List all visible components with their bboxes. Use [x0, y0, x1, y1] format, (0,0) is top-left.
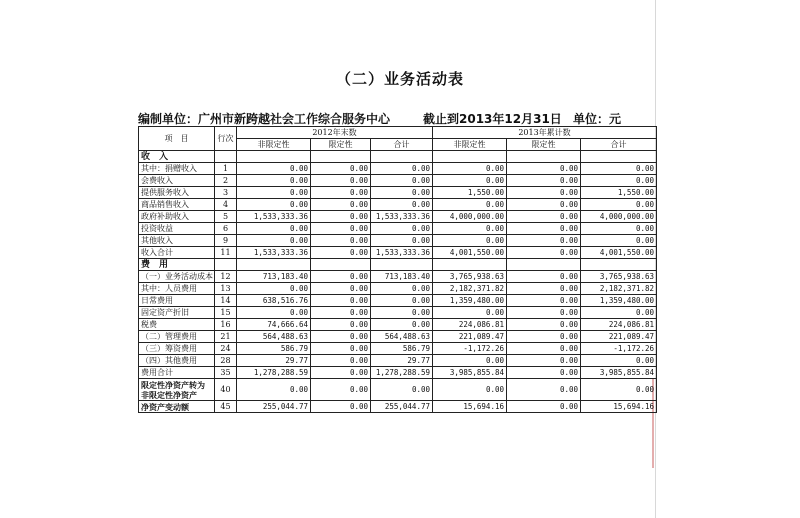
row-line-number: 13	[215, 283, 237, 295]
value-2012-restricted: 0.00	[311, 319, 371, 331]
value-2012-unrestricted: 0.00	[237, 379, 311, 401]
value-2013-restricted: 0.00	[507, 175, 581, 187]
row-item-label: 其中：人员费用	[139, 283, 215, 295]
value-2013-total: 0.00	[581, 307, 657, 319]
value-2013-total: 0.00	[581, 235, 657, 247]
column-2013-restricted: 限定性	[507, 139, 581, 151]
row-line-number: 3	[215, 187, 237, 199]
value-2012-unrestricted: 29.77	[237, 355, 311, 367]
value-2012-restricted: 0.00	[311, 235, 371, 247]
value-2012-restricted: 0.00	[311, 379, 371, 401]
value-2013-unrestricted: 1,359,480.00	[433, 295, 507, 307]
column-item: 项 目	[139, 127, 215, 151]
row-line-number: 45	[215, 401, 237, 413]
value-2013-restricted: 0.00	[507, 355, 581, 367]
value-2013-total: 1,359,480.00	[581, 295, 657, 307]
row-item-label: 其中：捐赠收入	[139, 163, 215, 175]
value-2012-unrestricted: 0.00	[237, 163, 311, 175]
row-item-label: （三）筹资费用	[139, 343, 215, 355]
row-item-label: 其他收入	[139, 235, 215, 247]
column-2012-restricted: 限定性	[311, 139, 371, 151]
section-expense	[139, 259, 657, 271]
column-group-2013: 2013年累计数	[433, 127, 657, 139]
value-2012-total: 564,488.63	[371, 331, 433, 343]
expense-row	[139, 343, 657, 355]
value-2013-unrestricted: 0.00	[433, 355, 507, 367]
expense-row	[139, 295, 657, 307]
income-row	[139, 247, 657, 259]
value-2012-unrestricted: 713,183.40	[237, 271, 311, 283]
value-2012-restricted: 0.00	[311, 199, 371, 211]
value-2013-unrestricted: 4,000,000.00	[433, 211, 507, 223]
value-2012-unrestricted: 638,516.76	[237, 295, 311, 307]
row-line-number: 15	[215, 307, 237, 319]
value-2012-unrestricted: 0.00	[237, 307, 311, 319]
row-item-label: 固定资产折旧	[139, 307, 215, 319]
value-2013-restricted: 0.00	[507, 199, 581, 211]
section-income-label: 收 入	[139, 151, 215, 163]
value-2013-restricted: 0.00	[507, 223, 581, 235]
value-2013-total: 3,765,938.63	[581, 271, 657, 283]
row-line-number: 9	[215, 235, 237, 247]
value-2013-total: 0.00	[581, 199, 657, 211]
value-2013-total: 0.00	[581, 355, 657, 367]
value-2013-unrestricted: 0.00	[433, 223, 507, 235]
value-2013-unrestricted: 15,694.16	[433, 401, 507, 413]
date-label: 截止到2013年12月31日	[423, 112, 562, 126]
value-2013-total: 0.00	[581, 175, 657, 187]
row-item-label: （一）业务活动成本	[139, 271, 215, 283]
column-group-2012: 2012年末数	[237, 127, 433, 139]
value-2012-unrestricted: 1,278,288.59	[237, 367, 311, 379]
value-2012-unrestricted: 0.00	[237, 199, 311, 211]
value-2013-unrestricted: 0.00	[433, 199, 507, 211]
expense-row	[139, 307, 657, 319]
income-row	[139, 163, 657, 175]
value-2012-total: 0.00	[371, 283, 433, 295]
value-2012-restricted: 0.00	[311, 343, 371, 355]
row-item-label: 限定性净资产转为非限定性净资产	[139, 379, 215, 401]
column-line: 行次	[215, 127, 237, 151]
value-2013-restricted: 0.00	[507, 331, 581, 343]
value-2012-total: 29.77	[371, 355, 433, 367]
value-2013-restricted: 0.00	[507, 187, 581, 199]
value-2013-unrestricted: 3,765,938.63	[433, 271, 507, 283]
value-2012-unrestricted: 564,488.63	[237, 331, 311, 343]
column-2012-total: 合计	[371, 139, 433, 151]
value-2013-total: 1,550.00	[581, 187, 657, 199]
value-2012-restricted: 0.00	[311, 163, 371, 175]
value-2012-total: 1,278,288.59	[371, 367, 433, 379]
value-2012-total: 255,044.77	[371, 401, 433, 413]
value-2012-unrestricted: 0.00	[237, 235, 311, 247]
currency-unit-label: 单位：元	[573, 112, 622, 126]
value-2012-restricted: 0.00	[311, 247, 371, 259]
expense-row	[139, 271, 657, 283]
value-2012-unrestricted: 255,044.77	[237, 401, 311, 413]
row-item-label: 提供服务收入	[139, 187, 215, 199]
value-2013-total: 0.00	[581, 379, 657, 401]
row-line-number: 4	[215, 199, 237, 211]
income-row	[139, 199, 657, 211]
value-2013-unrestricted: 4,001,550.00	[433, 247, 507, 259]
value-2013-restricted: 0.00	[507, 401, 581, 413]
value-2012-unrestricted: 0.00	[237, 187, 311, 199]
column-2013-unrestricted: 非限定性	[433, 139, 507, 151]
value-2013-total: 221,089.47	[581, 331, 657, 343]
row-line-number: 40	[215, 379, 237, 401]
row-item-label: 税费	[139, 319, 215, 331]
expense-row	[139, 355, 657, 367]
row-item-label: 日常费用	[139, 295, 215, 307]
value-2013-restricted: 0.00	[507, 319, 581, 331]
expense-row	[139, 319, 657, 331]
section-income	[139, 151, 657, 163]
expense-row	[139, 367, 657, 379]
row-line-number: 28	[215, 355, 237, 367]
value-2013-unrestricted: 0.00	[433, 175, 507, 187]
unit-name: 编制单位：广州市新跨越社会工作综合服务中心	[138, 112, 391, 126]
value-2012-unrestricted: 0.00	[237, 223, 311, 235]
column-2012-unrestricted: 非限定性	[237, 139, 311, 151]
value-2013-restricted: 0.00	[507, 271, 581, 283]
value-2012-unrestricted: 1,533,333.36	[237, 247, 311, 259]
row-item-label: 费用合计	[139, 367, 215, 379]
value-2013-unrestricted: 1,550.00	[433, 187, 507, 199]
value-2012-restricted: 0.00	[311, 271, 371, 283]
value-2013-restricted: 0.00	[507, 211, 581, 223]
value-2012-total: 1,533,333.36	[371, 211, 433, 223]
value-2013-total: -1,172.26	[581, 343, 657, 355]
row-item-label: 政府补助收入	[139, 211, 215, 223]
transfer-row	[139, 379, 657, 401]
value-2012-total: 0.00	[371, 319, 433, 331]
value-2013-total: 0.00	[581, 223, 657, 235]
value-2012-restricted: 0.00	[311, 401, 371, 413]
row-line-number: 14	[215, 295, 237, 307]
value-2012-total: 0.00	[371, 379, 433, 401]
value-2013-total: 4,001,550.00	[581, 247, 657, 259]
activity-table	[138, 126, 657, 413]
value-2013-restricted: 0.00	[507, 283, 581, 295]
value-2012-unrestricted: 0.00	[237, 175, 311, 187]
value-2012-unrestricted: 0.00	[237, 283, 311, 295]
row-line-number: 21	[215, 331, 237, 343]
net-change-row	[139, 401, 657, 413]
value-2012-total: 1,533,333.36	[371, 247, 433, 259]
value-2012-total: 586.79	[371, 343, 433, 355]
income-row	[139, 175, 657, 187]
value-2013-unrestricted: 0.00	[433, 163, 507, 175]
value-2013-total: 3,985,855.84	[581, 367, 657, 379]
row-line-number: 5	[215, 211, 237, 223]
header-row-groups	[139, 127, 657, 139]
page-title: （二）业务活动表	[335, 70, 464, 88]
value-2012-restricted: 0.00	[311, 307, 371, 319]
income-row	[139, 211, 657, 223]
value-2013-unrestricted: 0.00	[433, 379, 507, 401]
row-line-number: 16	[215, 319, 237, 331]
value-2013-unrestricted: 0.00	[433, 307, 507, 319]
value-2013-unrestricted: -1,172.26	[433, 343, 507, 355]
value-2012-unrestricted: 74,666.64	[237, 319, 311, 331]
row-line-number: 1	[215, 163, 237, 175]
value-2013-total: 15,694.16	[581, 401, 657, 413]
column-2013-total: 合计	[581, 139, 657, 151]
value-2013-restricted: 0.00	[507, 367, 581, 379]
value-2013-unrestricted: 224,086.81	[433, 319, 507, 331]
row-item-label: 投资收益	[139, 223, 215, 235]
row-item-label: （四）其他费用	[139, 355, 215, 367]
value-2012-restricted: 0.00	[311, 331, 371, 343]
value-2012-unrestricted: 586.79	[237, 343, 311, 355]
report-header	[138, 110, 656, 126]
value-2013-unrestricted: 2,182,371.82	[433, 283, 507, 295]
value-2012-restricted: 0.00	[311, 355, 371, 367]
income-row	[139, 223, 657, 235]
row-line-number: 6	[215, 223, 237, 235]
value-2012-total: 0.00	[371, 307, 433, 319]
value-2012-total: 0.00	[371, 175, 433, 187]
value-2013-restricted: 0.00	[507, 343, 581, 355]
section-expense-label: 费 用	[139, 259, 215, 271]
row-item-label: 收入合计	[139, 247, 215, 259]
value-2012-unrestricted: 1,533,333.36	[237, 211, 311, 223]
row-line-number: 2	[215, 175, 237, 187]
value-2012-restricted: 0.00	[311, 211, 371, 223]
value-2012-restricted: 0.00	[311, 223, 371, 235]
value-2012-restricted: 0.00	[311, 283, 371, 295]
value-2012-total: 0.00	[371, 163, 433, 175]
value-2012-total: 0.00	[371, 223, 433, 235]
income-row	[139, 235, 657, 247]
row-item-label: 商品销售收入	[139, 199, 215, 211]
income-row	[139, 187, 657, 199]
value-2013-unrestricted: 3,985,855.84	[433, 367, 507, 379]
row-item-label: （二）管理费用	[139, 331, 215, 343]
value-2013-unrestricted: 221,089.47	[433, 331, 507, 343]
value-2012-total: 713,183.40	[371, 271, 433, 283]
value-2013-restricted: 0.00	[507, 235, 581, 247]
row-line-number: 35	[215, 367, 237, 379]
value-2013-total: 224,086.81	[581, 319, 657, 331]
row-item-label: 会费收入	[139, 175, 215, 187]
value-2013-restricted: 0.00	[507, 247, 581, 259]
value-2012-total: 0.00	[371, 199, 433, 211]
value-2013-unrestricted: 0.00	[433, 235, 507, 247]
value-2013-restricted: 0.00	[507, 307, 581, 319]
row-line-number: 24	[215, 343, 237, 355]
row-line-number: 11	[215, 247, 237, 259]
expense-row	[139, 331, 657, 343]
value-2013-restricted: 0.00	[507, 163, 581, 175]
value-2013-total: 4,000,000.00	[581, 211, 657, 223]
value-2012-total: 0.00	[371, 295, 433, 307]
value-2013-restricted: 0.00	[507, 379, 581, 401]
expense-row	[139, 283, 657, 295]
row-item-label: 净资产变动额	[139, 401, 215, 413]
value-2012-restricted: 0.00	[311, 367, 371, 379]
value-2013-total: 0.00	[581, 163, 657, 175]
value-2013-total: 2,182,371.82	[581, 283, 657, 295]
value-2012-restricted: 0.00	[311, 187, 371, 199]
value-2012-total: 0.00	[371, 235, 433, 247]
value-2012-restricted: 0.00	[311, 175, 371, 187]
value-2012-restricted: 0.00	[311, 295, 371, 307]
row-line-number: 12	[215, 271, 237, 283]
value-2012-total: 0.00	[371, 187, 433, 199]
value-2013-restricted: 0.00	[507, 295, 581, 307]
